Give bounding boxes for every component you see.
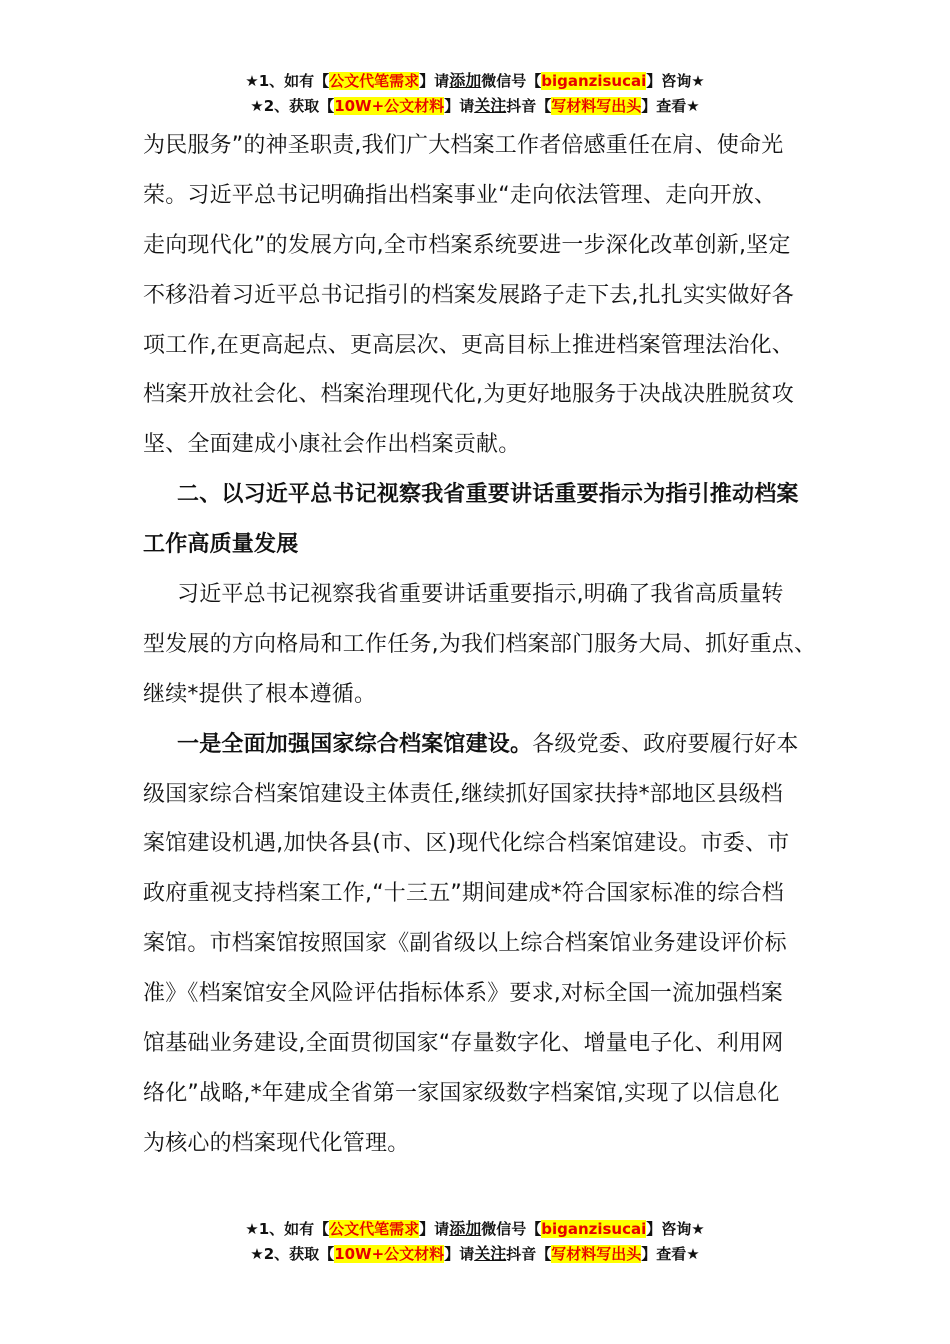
header-banner <box>0 68 950 118</box>
text-line: 走向现代化”的发展方向,全市档案系统要进一步深化改革创新,坚定 <box>143 232 791 258</box>
heading-line: 二、以习近平总书记视察我省重要讲话重要指示为指引推动档案 <box>177 482 799 508</box>
banner-text: ★2、获取【 <box>250 1245 335 1263</box>
banner-text: 】咨询★ <box>646 1220 705 1238</box>
text-line: 为民服务”的神圣职责,我们广大档案工作者倍感重任在肩、使命光 <box>143 133 784 158</box>
banner-line-1 <box>0 68 950 93</box>
banner-text: ★1、如有【 <box>245 1220 330 1238</box>
paragraph-1 <box>143 121 813 470</box>
text-line: 案馆。市档案馆按照国家《副省级以上综合档案馆业务建设评价标 <box>143 931 787 957</box>
text-run: 各级党委、政府要履行好本 <box>532 731 799 757</box>
banner-text: ★1、如有【 <box>245 72 330 90</box>
paragraph-3 <box>143 720 813 1169</box>
text-line: 政府重视支持档案工作,“十三五”期间建成*符合国家标准的综合档 <box>143 881 784 907</box>
highlight-text: 公文代笔需求 <box>329 1220 420 1238</box>
highlight-text: 公文代笔需求 <box>329 72 420 90</box>
footer-banner <box>0 1216 950 1266</box>
underlined-text: 关注 <box>474 1244 507 1263</box>
text-line: 坚、全面建成小康社会作出档案贡献。 <box>143 432 521 458</box>
banner-text: 】查看★ <box>641 97 700 115</box>
banner-text: 】咨询★ <box>646 72 705 90</box>
text-line: 案馆建设机遇,加快各县(市、区)现代化综合档案馆建设。市委、市 <box>143 831 790 857</box>
banner-text: ★2、获取【 <box>250 97 335 115</box>
banner-text: 微信号【 <box>481 72 542 90</box>
banner-text: 】请 <box>444 1245 475 1263</box>
banner-line-2 <box>0 1241 950 1266</box>
text-line: 准》《档案馆安全风险评估指标体系》要求,对标全国一流加强档案 <box>143 981 783 1007</box>
highlight-text: 10W+公文材料 <box>334 1245 445 1263</box>
wechat-id: biganzisucai <box>541 1220 647 1238</box>
text-line: 级国家综合档案馆建设主体责任,继续抓好国家扶持*部地区县级档 <box>143 781 783 807</box>
banner-text: 抖音【 <box>506 97 552 115</box>
banner-line-1 <box>0 1216 950 1241</box>
text-line: 馆基础业务建设,全面贯彻国家“存量数字化、增量电子化、利用网 <box>143 1031 784 1057</box>
paragraph-lead: 一是全面加强国家综合档案馆建设。 <box>177 731 533 757</box>
underlined-text: 添加 <box>449 1219 482 1238</box>
text-line: 为核心的档案现代化管理。 <box>143 1130 410 1156</box>
banner-text: 微信号【 <box>481 1220 542 1238</box>
banner-line-2 <box>0 93 950 118</box>
text-line: 型发展的方向格局和工作任务,为我们档案部门服务大局、抓好重点、 <box>143 631 817 657</box>
text-line: 档案开放社会化、档案治理现代化,为更好地服务于决战决胜脱贫攻 <box>143 382 794 408</box>
text-line <box>143 720 813 770</box>
wechat-id: biganzisucai <box>541 72 647 90</box>
douyin-account: 写材料写出头 <box>551 97 642 115</box>
text-line: 不移沿着习近平总书记指引的档案发展路子走下去,扎扎实实做好各 <box>143 282 794 308</box>
banner-text: 抖音【 <box>506 1245 552 1263</box>
text-line: 项工作,在更高起点、更高层次、更高目标上推进档案管理法治化、 <box>143 332 794 358</box>
text-line: 习近平总书记视察我省重要讲话重要指示,明确了我省高质量转 <box>177 582 784 608</box>
heading-line: 工作高质量发展 <box>143 532 299 558</box>
section-heading <box>143 470 813 570</box>
douyin-account: 写材料写出头 <box>551 1245 642 1263</box>
banner-text: 】查看★ <box>641 1245 700 1263</box>
underlined-text: 添加 <box>449 71 482 90</box>
banner-text: 】请 <box>419 1220 450 1238</box>
banner-text: 】请 <box>444 97 475 115</box>
text-line: 继续*提供了根本遵循。 <box>143 681 377 707</box>
underlined-text: 关注 <box>474 96 507 115</box>
text-line: 荣。习近平总书记明确指出档案事业“走向依法管理、走向开放、 <box>143 182 777 208</box>
banner-text: 】请 <box>419 72 450 90</box>
highlight-text: 10W+公文材料 <box>334 97 445 115</box>
text-line: 络化”战略,*年建成全省第一家国家级数字档案馆,实现了以信息化 <box>143 1080 780 1106</box>
paragraph-2 <box>143 570 817 720</box>
document-body <box>143 121 817 1169</box>
